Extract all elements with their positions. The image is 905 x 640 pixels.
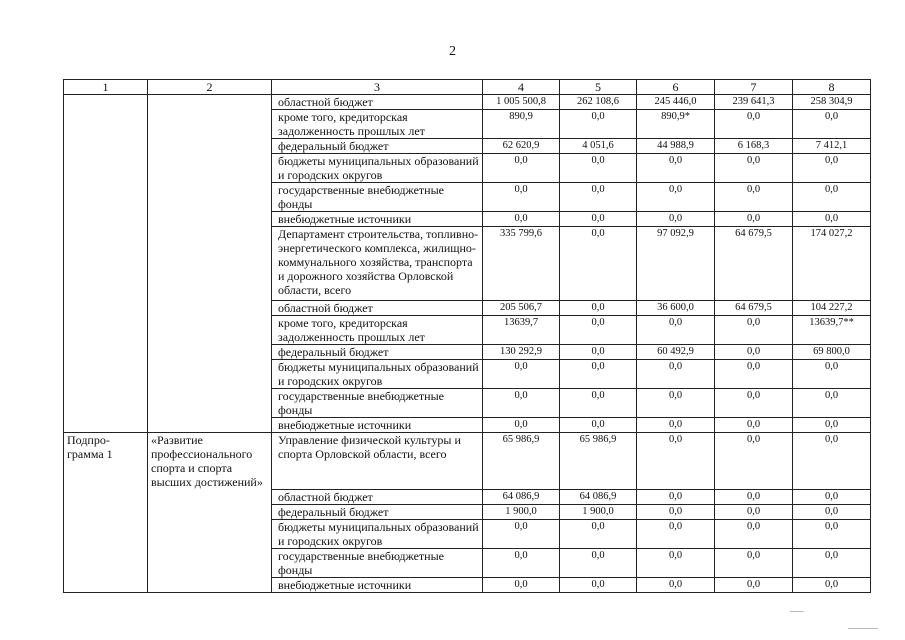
value-cell-6: 0,0 <box>637 519 715 548</box>
funding-source-cell: внебюджетные источники <box>272 418 483 433</box>
program-cell <box>64 154 148 183</box>
value-cell-6: 0,0 <box>637 212 715 227</box>
value-cell-7: 0,0 <box>715 316 793 345</box>
funding-source-cell: бюджеты муниципальных образований и городских округов <box>272 360 483 389</box>
value-cell-5: 262 108,6 <box>560 95 637 110</box>
value-cell-4: 0,0 <box>483 212 560 227</box>
funding-source-cell: кроме того, кредиторская задолженность прошлых лет <box>272 316 483 345</box>
program-name-cell <box>148 360 272 389</box>
funding-source-cell: областной бюджет <box>272 95 483 110</box>
value-cell-5: 0,0 <box>560 519 637 548</box>
scan-mark <box>790 611 804 612</box>
value-cell-5: 0,0 <box>560 316 637 345</box>
value-cell-5: 0,0 <box>560 345 637 360</box>
value-cell-7: 0,0 <box>715 489 793 504</box>
funding-source-cell: кроме того, кредиторская задолженность прошлых лет <box>272 110 483 139</box>
funding-source-cell: Управление физической культуры и спорта Орловской области, всего <box>272 433 483 490</box>
funding-source-cell: бюджеты муниципальных образований и городских округов <box>272 519 483 548</box>
value-cell-5: 0,0 <box>560 418 637 433</box>
value-cell-4: 130 292,9 <box>483 345 560 360</box>
value-cell-8: 0,0 <box>793 433 871 490</box>
value-cell-8: 0,0 <box>793 154 871 183</box>
program-cell <box>64 577 148 592</box>
value-cell-4: 0,0 <box>483 389 560 418</box>
funding-source-cell: областной бюджет <box>272 301 483 316</box>
value-cell-5: 0,0 <box>560 212 637 227</box>
program-name-cell <box>148 154 272 183</box>
table-row <box>64 418 871 433</box>
value-cell-4: 0,0 <box>483 418 560 433</box>
value-cell-4: 62 620,9 <box>483 139 560 154</box>
value-cell-6: 245 446,0 <box>637 95 715 110</box>
column-header-4: 4 <box>483 80 560 95</box>
program-cell <box>64 345 148 360</box>
program-cell <box>64 212 148 227</box>
funding-source-cell: бюджеты муниципальных образований и городских округов <box>272 154 483 183</box>
value-cell-8: 69 800,0 <box>793 345 871 360</box>
value-cell-7: 64 679,5 <box>715 301 793 316</box>
program-cell <box>64 110 148 139</box>
value-cell-7: 0,0 <box>715 577 793 592</box>
value-cell-6: 0,0 <box>637 548 715 577</box>
value-cell-4: 0,0 <box>483 360 560 389</box>
value-cell-6: 60 492,9 <box>637 345 715 360</box>
table-row <box>64 95 871 110</box>
program-name-cell <box>148 577 272 592</box>
program-cell <box>64 301 148 316</box>
value-cell-6: 0,0 <box>637 504 715 519</box>
value-cell-4: 1 900,0 <box>483 504 560 519</box>
value-cell-4: 65 986,9 <box>483 433 560 490</box>
value-cell-6: 36 600,0 <box>637 301 715 316</box>
table-row <box>64 212 871 227</box>
program-name-cell <box>148 548 272 577</box>
program-name-cell <box>148 95 272 110</box>
table-row <box>64 577 871 592</box>
value-cell-8: 0,0 <box>793 389 871 418</box>
value-cell-6: 0,0 <box>637 154 715 183</box>
value-cell-5: 0,0 <box>560 577 637 592</box>
table-row <box>64 548 871 577</box>
program-cell <box>64 418 148 433</box>
value-cell-7: 0,0 <box>715 548 793 577</box>
column-header-2: 2 <box>148 80 272 95</box>
program-cell <box>64 95 148 110</box>
table-row <box>64 345 871 360</box>
program-cell <box>64 489 148 504</box>
value-cell-8: 13639,7** <box>793 316 871 345</box>
program-cell <box>64 548 148 577</box>
value-cell-7: 0,0 <box>715 183 793 212</box>
value-cell-4: 205 506,7 <box>483 301 560 316</box>
funding-source-cell: государственные внебюджетные фонды <box>272 548 483 577</box>
program-name-cell <box>148 110 272 139</box>
value-cell-8: 0,0 <box>793 212 871 227</box>
value-cell-8: 0,0 <box>793 577 871 592</box>
program-name-cell <box>148 301 272 316</box>
value-cell-6: 0,0 <box>637 418 715 433</box>
budget-table <box>63 79 871 593</box>
table-row <box>64 183 871 212</box>
table-row <box>64 301 871 316</box>
table-row <box>64 389 871 418</box>
program-cell <box>64 360 148 389</box>
value-cell-6: 0,0 <box>637 316 715 345</box>
table-row <box>64 227 871 301</box>
column-header-6: 6 <box>637 80 715 95</box>
program-name-cell <box>148 389 272 418</box>
value-cell-8: 0,0 <box>793 548 871 577</box>
funding-source-cell: внебюджетные источники <box>272 577 483 592</box>
value-cell-5: 0,0 <box>560 548 637 577</box>
funding-source-cell: внебюджетные источники <box>272 212 483 227</box>
program-name-cell <box>148 316 272 345</box>
program-cell <box>64 519 148 548</box>
program-name-cell <box>148 227 272 301</box>
value-cell-4: 13639,7 <box>483 316 560 345</box>
value-cell-5: 1 900,0 <box>560 504 637 519</box>
program-name-cell <box>148 183 272 212</box>
value-cell-5: 0,0 <box>560 301 637 316</box>
column-header-8: 8 <box>793 80 871 95</box>
program-cell <box>64 316 148 345</box>
funding-source-cell: федеральный бюджет <box>272 139 483 154</box>
program-name-cell <box>148 519 272 548</box>
program-name-cell: «Развитие профессионального спорта и спорта высших достижений» <box>148 433 272 490</box>
program-name-cell <box>148 504 272 519</box>
value-cell-7: 6 168,3 <box>715 139 793 154</box>
program-name-cell <box>148 418 272 433</box>
table-row <box>64 489 871 504</box>
value-cell-7: 0,0 <box>715 504 793 519</box>
value-cell-7: 0,0 <box>715 418 793 433</box>
table-row <box>64 316 871 345</box>
value-cell-8: 258 304,9 <box>793 95 871 110</box>
value-cell-6: 890,9* <box>637 110 715 139</box>
value-cell-7: 64 679,5 <box>715 227 793 301</box>
value-cell-7: 0,0 <box>715 360 793 389</box>
value-cell-4: 0,0 <box>483 548 560 577</box>
value-cell-8: 0,0 <box>793 360 871 389</box>
table-row <box>64 139 871 154</box>
value-cell-4: 0,0 <box>483 577 560 592</box>
value-cell-7: 0,0 <box>715 110 793 139</box>
value-cell-8: 104 227,2 <box>793 301 871 316</box>
value-cell-8: 0,0 <box>793 489 871 504</box>
program-cell <box>64 139 148 154</box>
program-name-cell <box>148 345 272 360</box>
table-row <box>64 154 871 183</box>
value-cell-7: 0,0 <box>715 154 793 183</box>
value-cell-6: 0,0 <box>637 183 715 212</box>
value-cell-5: 65 986,9 <box>560 433 637 490</box>
funding-source-cell: государственные внебюджетные фонды <box>272 183 483 212</box>
funding-source-cell: Департамент строительства, топливно-энергетического комплекса, жилищно-коммунального хозяйства, транспорта и дорожного хозяйства Орловской области, всего <box>272 227 483 301</box>
value-cell-7: 0,0 <box>715 212 793 227</box>
value-cell-6: 0,0 <box>637 433 715 490</box>
value-cell-6: 0,0 <box>637 489 715 504</box>
value-cell-6: 0,0 <box>637 389 715 418</box>
value-cell-8: 0,0 <box>793 110 871 139</box>
value-cell-4: 890,9 <box>483 110 560 139</box>
scan-mark <box>848 628 878 629</box>
value-cell-4: 335 799,6 <box>483 227 560 301</box>
funding-source-cell: федеральный бюджет <box>272 345 483 360</box>
value-cell-4: 64 086,9 <box>483 489 560 504</box>
value-cell-5: 0,0 <box>560 227 637 301</box>
value-cell-7: 239 641,3 <box>715 95 793 110</box>
value-cell-8: 0,0 <box>793 183 871 212</box>
table-row <box>64 519 871 548</box>
column-header-5: 5 <box>560 80 637 95</box>
program-cell <box>64 227 148 301</box>
program-cell: Подпро-грамма 1 <box>64 433 148 490</box>
value-cell-5: 64 086,9 <box>560 489 637 504</box>
program-cell <box>64 389 148 418</box>
value-cell-8: 7 412,1 <box>793 139 871 154</box>
value-cell-7: 0,0 <box>715 519 793 548</box>
table-row <box>64 433 871 490</box>
program-cell <box>64 504 148 519</box>
table-row <box>64 360 871 389</box>
value-cell-6: 0,0 <box>637 577 715 592</box>
program-name-cell <box>148 139 272 154</box>
value-cell-4: 0,0 <box>483 183 560 212</box>
value-cell-5: 4 051,6 <box>560 139 637 154</box>
page-number: 2 <box>449 44 456 59</box>
value-cell-8: 0,0 <box>793 504 871 519</box>
funding-source-cell: областной бюджет <box>272 489 483 504</box>
value-cell-8: 0,0 <box>793 418 871 433</box>
value-cell-6: 97 092,9 <box>637 227 715 301</box>
value-cell-7: 0,0 <box>715 389 793 418</box>
value-cell-6: 0,0 <box>637 360 715 389</box>
column-header-7: 7 <box>715 80 793 95</box>
value-cell-5: 0,0 <box>560 360 637 389</box>
program-name-cell <box>148 212 272 227</box>
value-cell-5: 0,0 <box>560 110 637 139</box>
value-cell-5: 0,0 <box>560 183 637 212</box>
funding-source-cell: федеральный бюджет <box>272 504 483 519</box>
header-row <box>64 80 871 95</box>
program-name-cell <box>148 489 272 504</box>
table-row <box>64 110 871 139</box>
value-cell-7: 0,0 <box>715 433 793 490</box>
program-cell <box>64 183 148 212</box>
value-cell-4: 1 005 500,8 <box>483 95 560 110</box>
value-cell-7: 0,0 <box>715 345 793 360</box>
column-header-3: 3 <box>272 80 483 95</box>
column-header-1: 1 <box>64 80 148 95</box>
table-row <box>64 504 871 519</box>
value-cell-6: 44 988,9 <box>637 139 715 154</box>
value-cell-8: 174 027,2 <box>793 227 871 301</box>
value-cell-4: 0,0 <box>483 154 560 183</box>
value-cell-8: 0,0 <box>793 519 871 548</box>
value-cell-5: 0,0 <box>560 389 637 418</box>
value-cell-4: 0,0 <box>483 519 560 548</box>
funding-source-cell: государственные внебюджетные фонды <box>272 389 483 418</box>
value-cell-5: 0,0 <box>560 154 637 183</box>
